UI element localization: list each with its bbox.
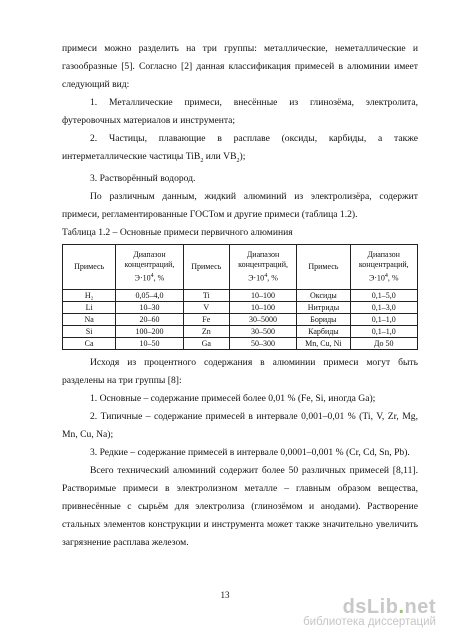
list-item-main: 1. Основные – содержание примесей более 0,01 % (Fe, Si, иногда Ga); [90, 392, 376, 404]
table-cell: 100–200 [116, 325, 183, 337]
list-item-metallic: 1. Металлические примеси, внесённые из глинозёма, электролита, футеровочных материалов и инструмента; [62, 97, 418, 126]
paragraph-gost: По различным данным, жидкий алюминий из электролизёра, содержит примеси, регламентированные ГОСТом и другие примеси (таблица 1.2). [62, 190, 418, 220]
table-cell: 0,1–1,0 [350, 325, 417, 337]
header-impurity: Примесь [63, 244, 116, 289]
table-cell: 0,1–5,0 [350, 289, 417, 301]
list-item-particles: 2. Частицы, плавающие в расплаве (оксиды, карбиды, а также интерметаллические частицы TiB$_2$ или $VB_2$); [62, 133, 418, 164]
table-cell: Ti [183, 289, 229, 301]
table-cell: Si [63, 325, 116, 337]
list-item-hydrogen: 3. Растворённый водород. [90, 172, 196, 184]
table-cell: 0,1–3,0 [350, 301, 417, 313]
table-cell: Ga [183, 337, 229, 349]
impurities-table [62, 244, 418, 350]
table-row [63, 301, 418, 313]
table-cell: Na [63, 313, 116, 325]
table-cell: H₂ [63, 289, 116, 301]
table-cell: Li [63, 301, 116, 313]
table-row [63, 325, 418, 337]
table-cell: Бориды [297, 313, 350, 325]
table-caption: Таблица 1.2 – Основные примеси первичного алюминия [62, 226, 293, 238]
table-cell: 30–5000 [229, 313, 296, 325]
list-item-typical: 2. Типичные – содержание примесей в интервале 0,001–0,01 % (Ti, V, Zr, Mg, Mn, Cu, Na); [62, 410, 418, 440]
table-cell: Zn [183, 325, 229, 337]
table-cell: 10–100 [229, 289, 296, 301]
paragraph-total-impurities: Всего технический алюминий содержит более 50 различных примесей [8,11]. Растворимые примеси в электролизном металле – главным образом вещества, привнесённые с сырьём для электролиза (глинозёмом и анодами). Растворение стальных элементов конструкции и инструмента может также значительно увеличить загрязнение расплава железом. [62, 464, 418, 548]
list-item-rare: 3. Редкие – содержание примесей в интервале 0,0001–0,001 % (Cr, Cd, Sn, Pb). [90, 446, 410, 458]
table-cell: 10–30 [116, 301, 183, 313]
header-range: Диапазон концентраций, $Э\cdot 10^4$, % [350, 244, 417, 289]
table-cell: V [183, 301, 229, 313]
table-cell: Карбиды [297, 325, 350, 337]
table-cell: 50–300 [229, 337, 296, 349]
watermark [303, 596, 436, 628]
table-header-row [63, 244, 418, 289]
table-cell: Ca [63, 337, 116, 349]
document-page [62, 40, 418, 552]
watermark-logo: dsLib.net [342, 596, 436, 618]
table-cell: 10–50 [116, 337, 183, 349]
header-range: Диапазон концентраций, $Э\cdot 10^4$, % [229, 244, 296, 289]
table-cell: Нитриды [297, 301, 350, 313]
paragraph-classification-intro: примеси можно разделить на три группы: металлические, неметаллические и газообразные [5]. Согласно [2] данная классификация примесей в алюминии имеет следующий вид: [62, 43, 418, 90]
table-cell: 0,05–4,0 [116, 289, 183, 301]
header-impurity: Примесь [297, 244, 350, 289]
table-cell: 20–60 [116, 313, 183, 325]
table-cell: Fe [183, 313, 229, 325]
table-row [63, 337, 418, 349]
header-range: Диапазон концентраций, $Э\cdot 10^4$, % [116, 244, 183, 289]
table-row [63, 289, 418, 301]
paragraph-three-groups: Исходя из процентного содержания в алюминии примеси могут быть разделены на три группы [8]: [62, 356, 418, 386]
header-impurity: Примесь [183, 244, 229, 289]
table-cell: 0,1–1,0 [350, 313, 417, 325]
table-cell: До 50 [350, 337, 417, 349]
table-cell: Оксиды [297, 289, 350, 301]
table-row [63, 313, 418, 325]
table-cell: 10–100 [229, 301, 296, 313]
table-cell: Mn, Cu, Ni [297, 337, 350, 349]
watermark-subtitle: библиотека диссертаций [303, 616, 436, 628]
page-number: 13 [220, 590, 230, 600]
table-cell: 30–500 [229, 325, 296, 337]
